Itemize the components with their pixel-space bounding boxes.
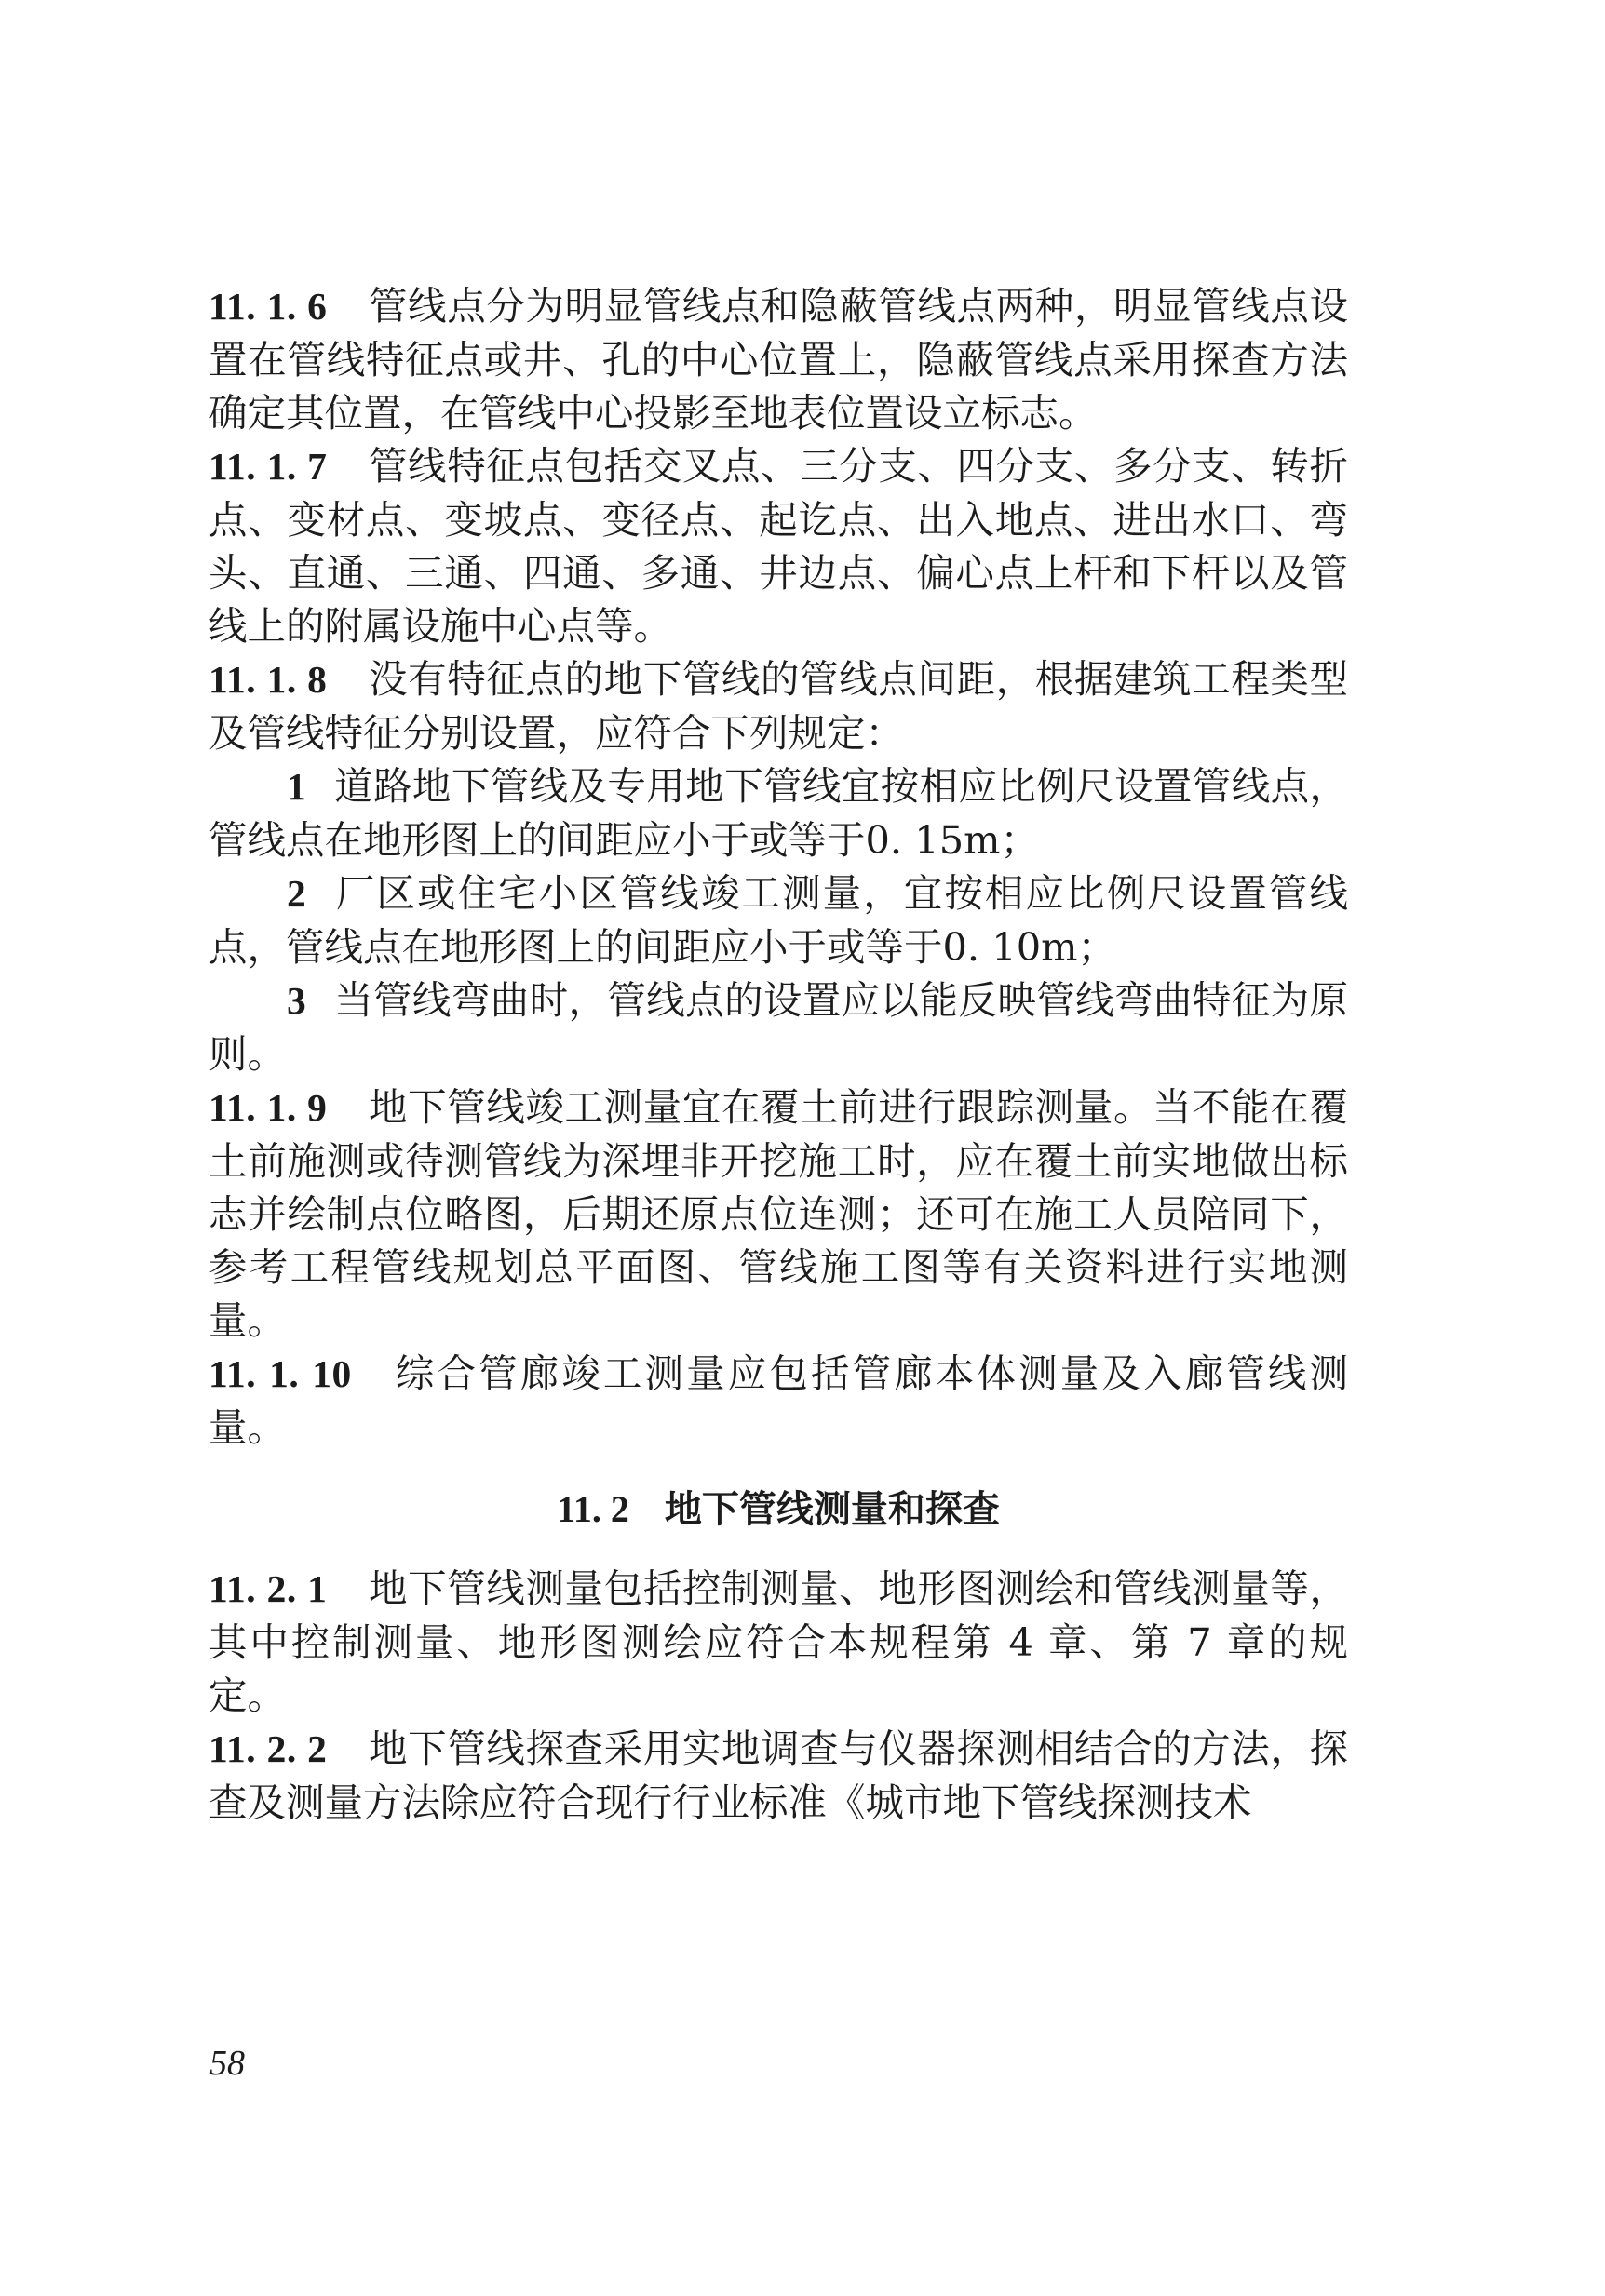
clause-number: 11. 1. 7	[209, 445, 328, 488]
list-item-1	[209, 759, 1348, 866]
clause-number: 11. 1. 6	[209, 285, 328, 328]
clause-number: 11. 1. 9	[209, 1086, 328, 1129]
list-item-3	[209, 973, 1348, 1081]
list-item-2	[209, 866, 1348, 973]
item-text: 当管线弯曲时，管线点的设置应以能反映管线弯曲特征为原则。	[209, 977, 1348, 1077]
clause-11-1-10	[209, 1347, 1348, 1454]
clause-number: 11. 1. 8	[209, 658, 328, 701]
clause-number: 11. 1. 10	[209, 1352, 352, 1395]
clause-11-2-1	[209, 1562, 1348, 1722]
section-title-text: 地下管线测量和探查	[664, 1488, 1000, 1531]
clause-number: 11. 2. 2	[209, 1727, 328, 1770]
clause-text: 地下管线竣工测量宜在覆土前进行跟踪测量。当不能在覆土前施测或待测管线为深埋非开挖施工时，应在覆土前实地做出标志并绘制点位略图，后期还原点位连测；还可在施工人员陪同下，参考工程管线规划总平面图、管线施工图等有关资料进行实地测量。	[209, 1084, 1348, 1343]
clause-text: 地下管线测量包括控制测量、地形图测绘和管线测量等，其中控制测量、地形图测绘应符合本规程第 4 章、第 7 章的规定。	[209, 1565, 1348, 1718]
clause-text: 地下管线探查采用实地调查与仪器探测相结合的方法，探查及测量方法除应符合现行行业标准《城市地下管线探测技术	[209, 1725, 1348, 1825]
page-number: 58	[209, 2044, 245, 2083]
document-body	[209, 279, 1348, 1829]
section-number: 11. 2	[557, 1488, 629, 1530]
section-heading	[209, 1482, 1348, 1537]
clause-11-1-6	[209, 279, 1348, 439]
clause-11-2-2	[209, 1722, 1348, 1829]
clause-text: 综合管廊竣工测量应包括管廊本体测量及入廊管线测量。	[209, 1350, 1348, 1450]
item-text: 厂区或住宅小区管线竣工测量，宜按相应比例尺设置管线点，管线点在地形图上的间距应小于或等于0. 10m；	[209, 870, 1348, 970]
clause-11-1-7	[209, 439, 1348, 652]
item-text: 道路地下管线及专用地下管线宜按相应比例尺设置管线点，管线点在地形图上的间距应小于或等于0. 15m；	[209, 763, 1348, 863]
item-number: 3	[287, 979, 306, 1022]
clause-11-1-9	[209, 1081, 1348, 1347]
clause-text: 没有特征点的地下管线的管线点间距，根据建筑工程类型及管线特征分别设置，应符合下列规定：	[209, 656, 1348, 756]
item-number: 1	[287, 765, 306, 808]
clause-text: 管线特征点包括交叉点、三分支、四分支、多分支、转折点、变材点、变坡点、变径点、起讫点、出入地点、进出水口、弯头、直通、三通、四通、多通、井边点、偏心点上杆和下杆以及管线上的附属设施中心点等。	[209, 443, 1348, 649]
clause-text: 管线点分为明显管线点和隐蔽管线点两种，明显管线点设置在管线特征点或井、孔的中心位置上，隐蔽管线点采用探查方法确定其位置，在管线中心投影至地表位置设立标志。	[209, 283, 1348, 436]
item-number: 2	[287, 872, 306, 915]
clause-11-1-8	[209, 652, 1348, 759]
clause-number: 11. 2. 1	[209, 1567, 328, 1610]
